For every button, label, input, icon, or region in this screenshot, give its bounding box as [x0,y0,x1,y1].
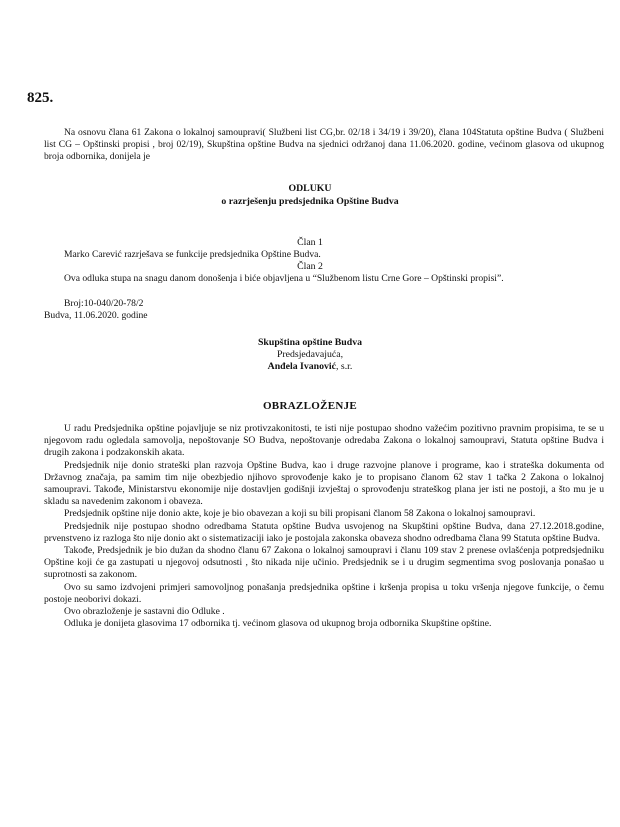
decision-subtitle: o razrješenju predsjednika Opštine Budva [221,196,399,207]
reasoning-paragraph: Predsjednik nije postupao shodno odredbama Statuta opštine Budva usvojenog na Skupštini opštine Budva, dana 27.12.2018.godine, prvenstveno iz razloga što nije donio akt o sistematizaciji iako je postojala zakonska obaveza shodno odredbama člana 99 Statuta opštine Budva. [44,520,604,544]
reasoning-paragraph: Ovo su samo izdvojeni primjeri samovoljnog ponašanja predsjednika opštine i kršenja propisa u toku vršenja njegove funkcije, o čemu postoje neoborivi dokazi. [44,581,604,605]
reasoning-paragraph: Ovo obrazloženje je sastavni dio Odluke . [64,606,225,618]
signature-line [0,361,620,373]
article-1-heading: Član 1 [297,237,323,248]
reasoning-paragraph: Predsjednik opštine nije donio akte, koje je bio obavezan a koji su bili propisani članom 58 Zakona o lokalnoj samoupravi. [64,508,536,520]
place-date: Budva, 11.06.2020. godine [44,310,148,321]
reference-number: Broj:10-040/20-78/2 [64,298,144,309]
reasoning-paragraph: Predsjednik nije donio strateški plan razvoja Opštine Budva, kao i druge razvojne planove i programe, kao i strateška dokumenta od Državnog značaja, pa samim tim nije obezbjedio njihovo sprovođenje kako je to propisano članom 62 stav 1 tačka 2 Zakona o lokalnoj samoupravi. Takođe, Ministarstvu ekonomije nije dostavljen godišnji izvještaj o sprovođenju strateškog plana jer isti ne postoji, a što mu je u skladu sa navedenim zakonom i obaveza. [44,459,604,508]
signature-role: Predsjedavajuća, [276,349,344,360]
reasoning-body [44,423,604,630]
reasoning-paragraph: Takođe, Predsjednik je bio dužan da shodno članu 67 Zakona o lokalnoj samoupravi i članu 109 stav 2 prenese ovlašćenja potpredsjedniku Opštine koji će ga zastupati u njegovoj odsutnosti , što nikada nije učinio. Predsjednik se i u drugim segmentima svog poslovanja ponašao u suprotnosti sa zakonom. [44,545,604,581]
reasoning-paragraph: U radu Predsjednika opštine pojavljuje se niz protivzakonitosti, te isti nije postupao shodno važećim pozitivno pravnim propisima, te se u njegovom radu ogledala samovolja, nepoštovanje SO Budva, nepoštovanje odredaba Zakona o lokalnoj samoupravi, Statuta opštine Budva i drugih zakona i podzakonskih akata. [44,423,604,459]
signature-suffix: , s.r. [335,361,353,372]
intro-paragraph: Na osnovu člana 61 Zakona o lokalnoj samoupravi( Službeni list CG,br. 02/18 i 34/19 i 39/20), člana 104Statuta opštine Budva ( Službeni list CG – Opštinski propisi , broj 02/19), Skupština opštine Budva na sjednici održanoj dana 11.06.2020. godine, većinom glasova od ukupnog broja odbornika, donijela je [44,127,604,163]
article-2-heading: Član 2 [297,261,323,272]
article-1-text: Marko Carević razrješava se funkcije predsjednika Opštine Budva. [64,249,321,260]
reasoning-title: OBRAZLOŽENJE [262,400,358,412]
decision-title: ODLUKU [288,183,332,194]
signature-org: Skupština opštine Budva [257,337,362,348]
reasoning-paragraph: Odluka je donijeta glasovima 17 odbornika tj. većinom glasova od ukupnog broja odbornika Skupštine opštine. [64,618,492,630]
document-number: 825. [27,90,54,106]
signature-name: Anđela Ivanović [267,361,336,372]
article-2-text: Ova odluka stupa na snagu danom donošenja i biće objavljena u “Službenom listu Crne Gore – Opštinski propisi”. [64,273,504,284]
